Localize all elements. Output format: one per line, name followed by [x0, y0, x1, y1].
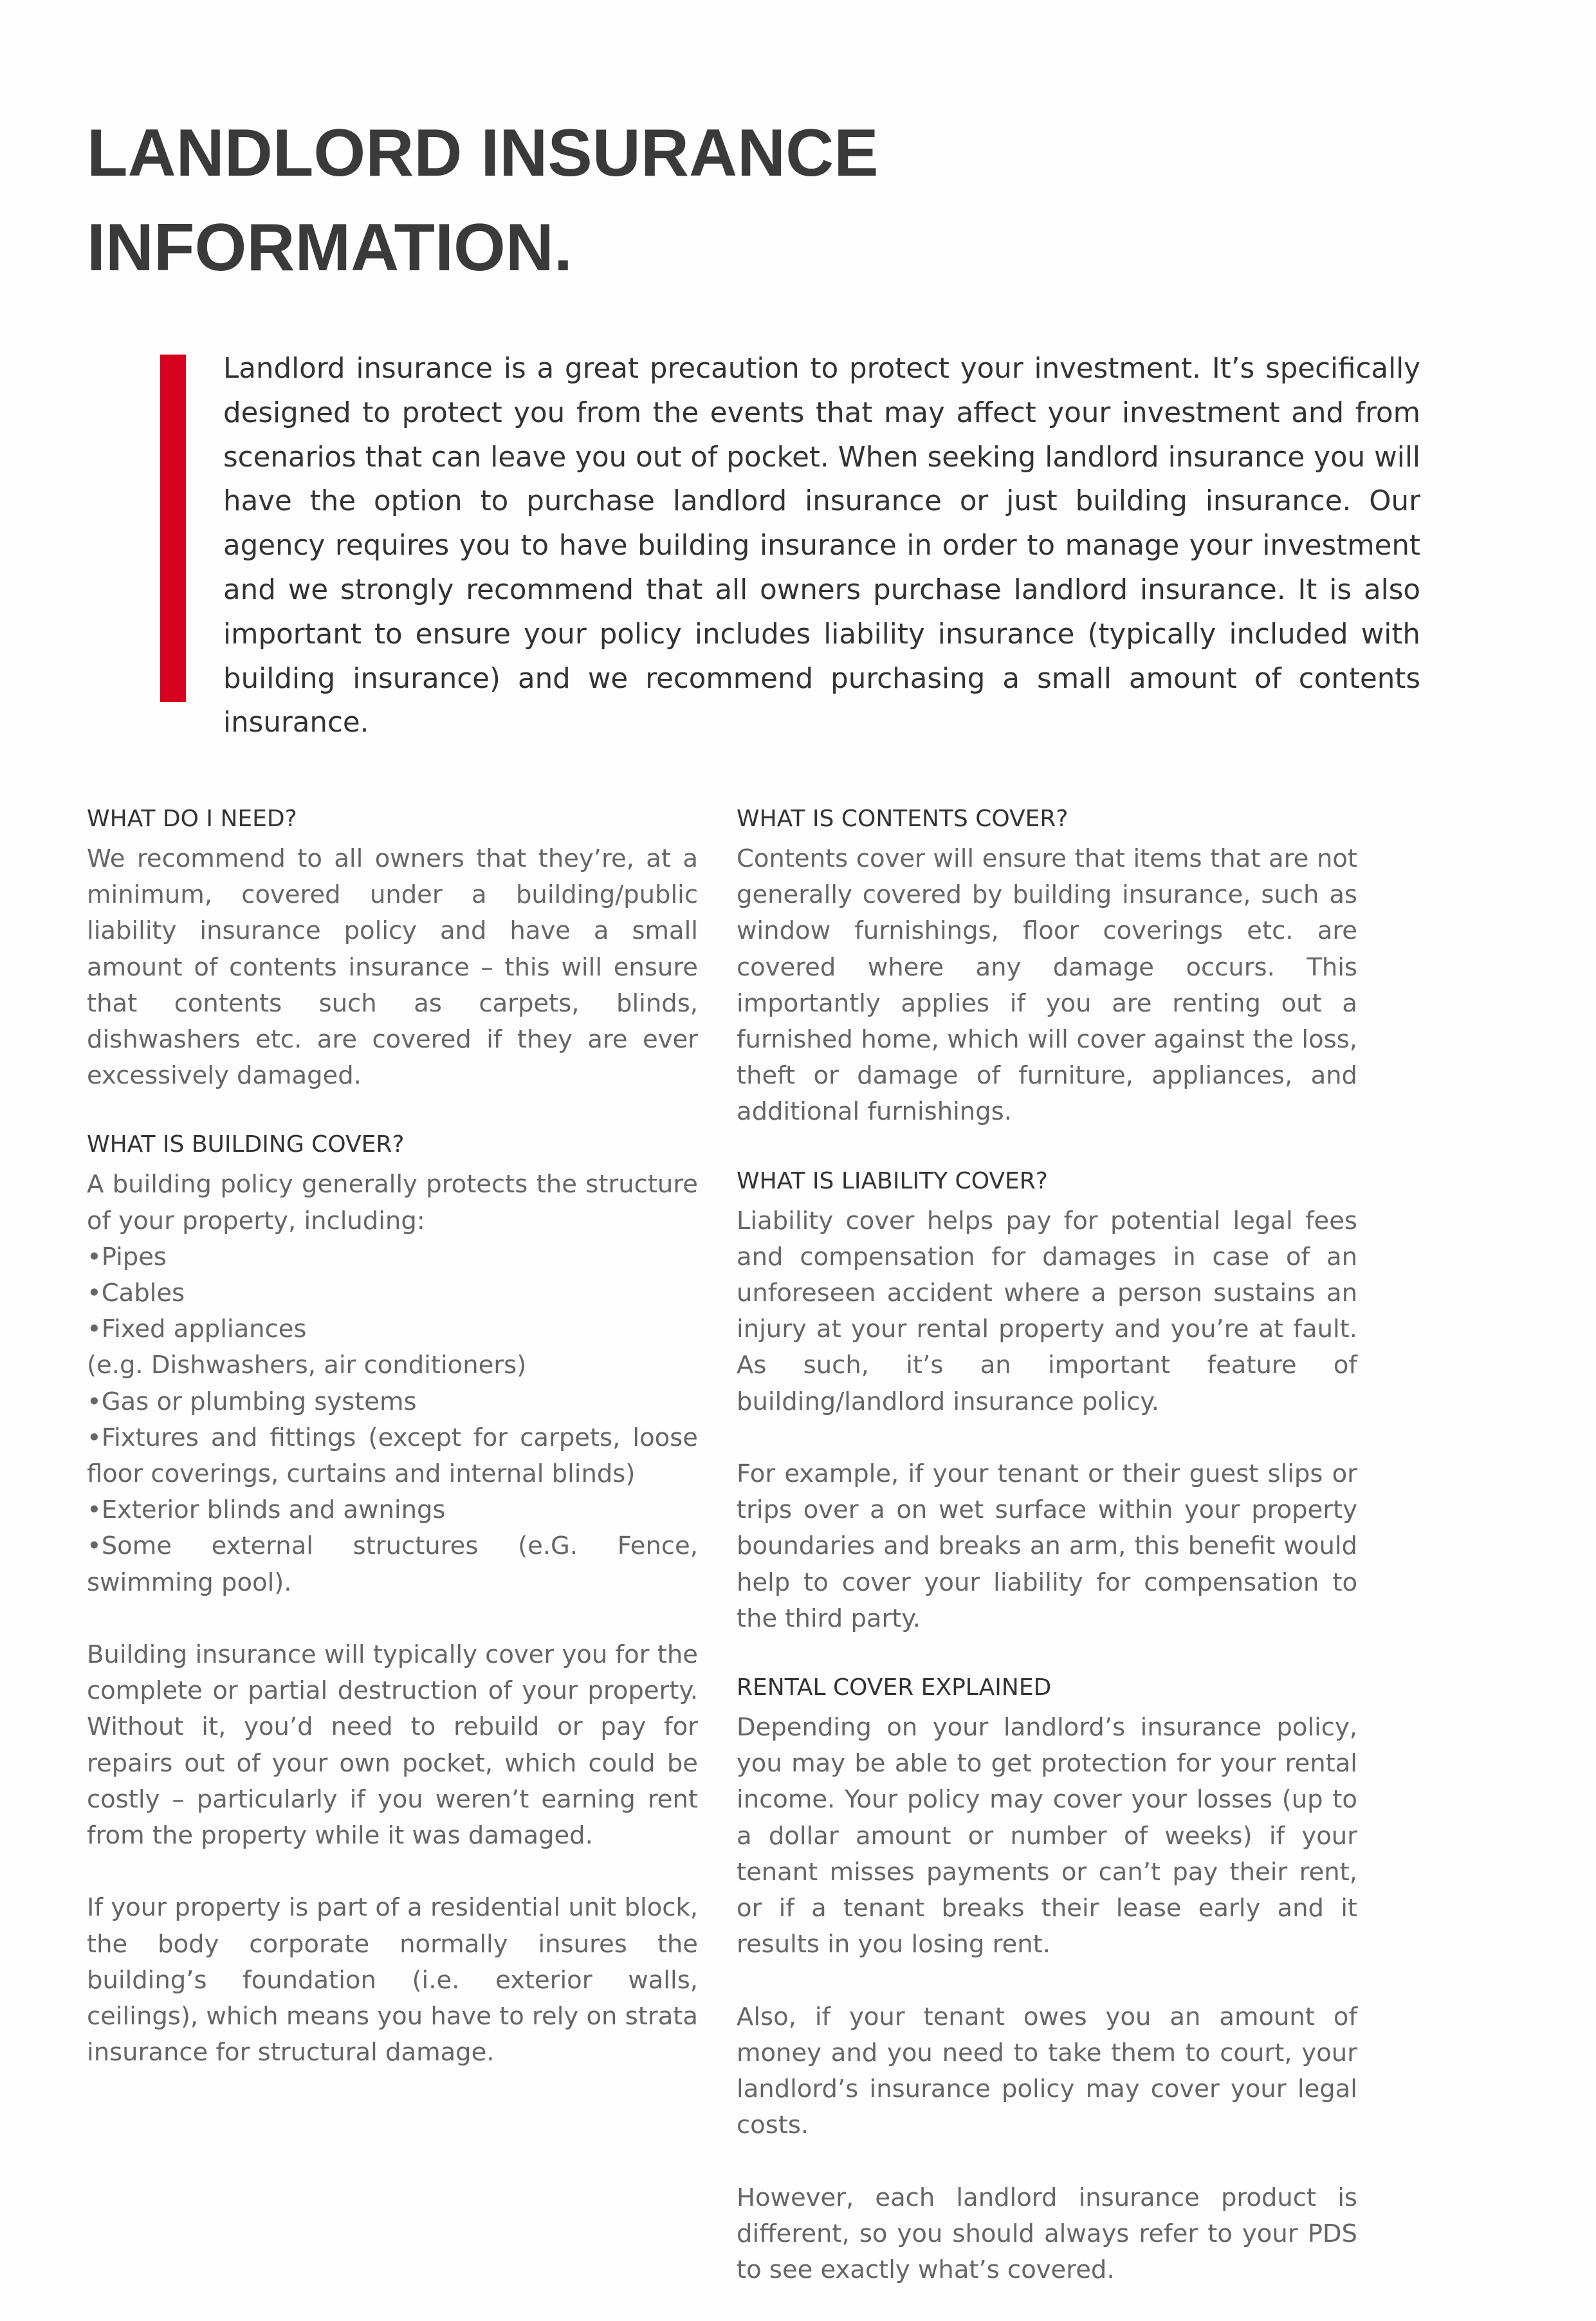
- list-item: • Some external structures (e.G. Fence, swimming pool).: [87, 1528, 698, 1600]
- section-heading: WHAT IS LIABILITY COVER?: [737, 1167, 1048, 1194]
- intro-paragraph: Landlord insurance is a great precaution to protect your investment. It’s specifically designed to protect you from the events that may affect your investment and from scenarios that can leave you out of pocket. When seeking landlord insurance you will have the option to purchase landlord insurance or just building insurance. Our agency requires you to have building insurance in order to manage your investment and we strongly recommend that all owners purchase landlord insurance. It is also important to ensure your policy includes liability insurance (typically included with building insurance) and we recommend purchasing a small amount of contents insurance.: [223, 353, 1420, 739]
- section-body: We recommend to all owners that they’re, at a minimum, covered under a building/public liability insurance policy and have a small amount of contents insurance – this will ensure that contents such as carpets, blinds, dishwashers etc. are covered if they are ever excessively damaged.: [87, 844, 698, 1091]
- section-body: Depending on your landlord’s insurance policy, you may be able to get protection for your rental income. Your policy may cover your losses (up to a dollar amount or number of weeks) if your tenant misses payments or can’t pay their rent, or if a tenant breaks their lease early and it results in you losing rent.: [737, 1713, 1357, 1959]
- section-body: If your property is part of a residential unit block, the body corporate normally insures the building’s foundation (i.e. exterior walls, ceilings), which means you have to rely on strata insurance for structural damage.: [87, 1893, 698, 2067]
- intro-accent-bar: [160, 355, 186, 702]
- section-body: A building policy generally protects the structure of your property, including:: [87, 1170, 698, 1235]
- section-liability-cover: [737, 1163, 1357, 1637]
- section-body: Also, if your tenant owes you an amount of money and you need to take them to court, your landlord’s insurance policy may cover your legal costs.: [737, 2002, 1357, 2140]
- section-heading: RENTAL COVER EXPLAINED: [737, 1674, 1052, 1701]
- left-column: [87, 801, 698, 2104]
- list-item: • Gas or plumbing systems: [87, 1384, 698, 1420]
- page-title: [87, 106, 987, 295]
- page-title-line-2: INFORMATION.: [87, 210, 573, 285]
- section-rental-cover: [737, 1670, 1357, 2288]
- section-heading: WHAT IS BUILDING COVER?: [87, 1131, 405, 1158]
- section-body: Liability cover helps pay for potential legal fees and compensation for damages in case of an unforeseen accident where a person sustains an injury at your rental property and you’re at fault. As such, it’s an important feature of building/landlord insurance policy.: [737, 1206, 1357, 1416]
- section-building-cover: [87, 1127, 698, 2071]
- list-item: • Pipes: [87, 1239, 698, 1275]
- section-what-do-i-need: [87, 801, 698, 1094]
- section-body: Building insurance will typically cover you for the complete or partial destruction of your property. Without it, you’d need to rebuild or pay for repairs out of your own pocket, which could be costly – particularly if you weren’t earning rent from the property while it was damaged.: [87, 1640, 698, 1851]
- section-heading: WHAT IS CONTENTS COVER?: [737, 806, 1069, 832]
- list-item-note: (e.g. Dishwashers, air conditioners): [87, 1351, 527, 1380]
- page-title-line-1: LANDLORD INSURANCE: [87, 116, 879, 190]
- section-body: For example, if your tenant or their guest slips or trips over a on wet surface within your property boundaries and breaks an arm, this benefit would help to cover your liability for compensation to the third party.: [737, 1459, 1357, 1633]
- section-heading: WHAT DO I NEED?: [87, 806, 297, 832]
- right-column: [737, 801, 1357, 2321]
- list-item: • Cables: [87, 1275, 698, 1311]
- list-item: • Fixtures and fittings (except for carpets, loose floor coverings, curtains and internal blinds): [87, 1420, 698, 1492]
- building-cover-list: [87, 1239, 698, 1601]
- section-contents-cover: [737, 801, 1357, 1131]
- section-body: Contents cover will ensure that items that are not generally covered by building insurance, such as window furnishings, floor coverings etc. are covered where any damage occurs. This importantly applies if you are renting out a furnished home, which will cover against the loss, theft or damage of furniture, appliances, and additional furnishings.: [737, 844, 1357, 1127]
- list-item: • Exterior blinds and awnings: [87, 1492, 698, 1528]
- list-item: • Fixed appliances: [87, 1311, 698, 1347]
- section-body: However, each landlord insurance product is different, so you should always refer to your PDS to see exactly what’s covered.: [737, 2183, 1357, 2285]
